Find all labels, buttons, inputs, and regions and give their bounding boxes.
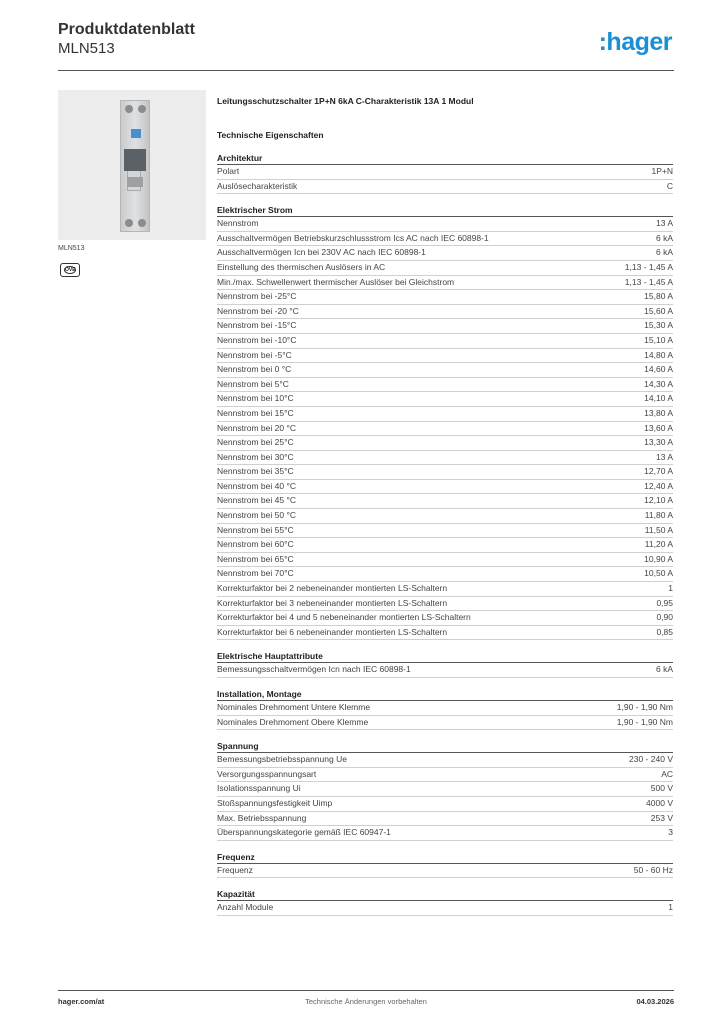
spec-label: Nominales Drehmoment Untere Klemme [217, 702, 371, 712]
spec-value: 10,90 A [644, 553, 673, 564]
spec-value: 13,30 A [644, 437, 673, 448]
spec-row [217, 180, 673, 195]
spec-row [217, 663, 673, 678]
spec-row [217, 626, 673, 641]
image-caption: MLN513 [58, 245, 85, 252]
section-title: Frequenz [217, 851, 673, 864]
section-title: Architektur [217, 152, 673, 165]
tech-heading: Technische Eigenschaften [217, 130, 324, 140]
spec-label: Einstellung des thermischen Auslösers in AC [217, 261, 386, 272]
spec-row [217, 422, 673, 437]
spec-row [217, 553, 673, 568]
product-code: MLN513 [58, 40, 115, 57]
spec-label: Isolationsspannung Ui [217, 783, 301, 794]
spec-value: 14,10 A [644, 393, 673, 404]
spec-row [217, 509, 673, 524]
spec-label: Frequenz [217, 864, 253, 875]
spec-value: 15,60 A [644, 305, 673, 316]
footer-website-link[interactable]: hager.com/at [58, 997, 105, 1006]
spec-value: 13,60 A [644, 422, 673, 433]
spec-row [217, 782, 673, 797]
spec-label: Nennstrom bei 30°C [217, 451, 294, 462]
spec-row [217, 716, 673, 731]
spec-value: 11,80 A [644, 510, 673, 521]
spec-label: Korrekturfaktor bei 4 und 5 nebeneinander montierten LS-Schaltern [217, 612, 471, 623]
spec-value: 13 A [655, 451, 673, 462]
spec-label: Nennstrom [217, 218, 259, 229]
section-title: Kapazität [217, 888, 673, 901]
spec-row [217, 349, 673, 364]
spec-label: Nennstrom bei -20 °C [217, 305, 299, 316]
spec-row [217, 864, 673, 879]
spec-row [217, 812, 673, 827]
spec-value: 1,90 - 1,90 Nm [616, 716, 673, 727]
spec-value: 4000 V [646, 797, 673, 808]
breaker-illustration [120, 100, 150, 232]
spec-row [217, 246, 673, 261]
spec-value: 14,80 A [644, 349, 673, 360]
spec-row [217, 901, 673, 916]
spec-section [217, 152, 673, 194]
spec-value: 0,85 [656, 626, 673, 637]
spec-label: Nennstrom bei 40 °C [217, 480, 296, 491]
spec-row [217, 582, 673, 597]
spec-sections [217, 152, 673, 916]
spec-row [217, 567, 673, 582]
spec-label: Versorgungsspannungsart [217, 768, 317, 779]
spec-row [217, 701, 673, 716]
spec-label: Polart [217, 166, 240, 176]
header-divider [58, 70, 674, 71]
spec-row [217, 232, 673, 247]
spec-label: Nennstrom bei 0 °C [217, 364, 292, 375]
spec-label: Nennstrom bei 45 °C [217, 495, 296, 506]
spec-section [217, 650, 673, 678]
spec-row [217, 826, 673, 841]
spec-label: Korrekturfaktor bei 2 nebeneinander montierten LS-Schaltern [217, 583, 448, 594]
spec-label: Nennstrom bei 15°C [217, 407, 294, 418]
spec-value: 13,80 A [644, 407, 673, 418]
spec-row [217, 451, 673, 466]
spec-row [217, 480, 673, 495]
status-window-icon [127, 177, 143, 187]
spec-label: Max. Betriebsspannung [217, 812, 307, 823]
spec-label: Min./max. Schwellenwert thermischer Auslöser bei Gleichstrom [217, 276, 455, 287]
spec-row [217, 363, 673, 378]
spec-value: 1,13 - 1,45 A [624, 261, 673, 272]
spec-value: C [666, 180, 673, 191]
spec-row [217, 165, 673, 180]
spec-value: 3 [668, 827, 673, 838]
spec-row [217, 465, 673, 480]
spec-value: 15,10 A [644, 334, 673, 345]
spec-label: Auslösecharakteristik [217, 180, 298, 191]
spec-value: 50 - 60 Hz [633, 864, 673, 875]
terminal-screw-icon [125, 219, 133, 227]
spec-label: Anzahl Module [217, 902, 274, 913]
spec-row [217, 217, 673, 232]
spec-row [217, 753, 673, 768]
spec-label: Nennstrom bei 60°C [217, 539, 294, 550]
spec-content [217, 96, 673, 916]
product-description: Leitungsschutzschalter 1P+N 6kA C-Charakteristik 13A 1 Modul [217, 96, 474, 106]
spec-value: 1P+N [651, 166, 673, 176]
hager-logo: :hager [598, 28, 672, 56]
page-title: Produktdatenblatt [58, 21, 195, 38]
spec-value: 1,90 - 1,90 Nm [616, 702, 673, 712]
spec-label: Korrekturfaktor bei 6 nebeneinander montierten LS-Schaltern [217, 626, 448, 637]
spec-section [217, 204, 673, 640]
spec-row [217, 334, 673, 349]
spec-value: 6 kA [655, 247, 673, 258]
spec-section [217, 740, 673, 841]
spec-label: Nennstrom bei -5°C [217, 349, 292, 360]
product-image [58, 90, 206, 240]
section-title: Elektrischer Strom [217, 204, 673, 217]
spec-row [217, 378, 673, 393]
spec-value: 1 [668, 902, 673, 913]
spec-row [217, 538, 673, 553]
footer-date: 04.03.2026 [636, 997, 674, 1006]
terminal-screw-icon [138, 105, 146, 113]
section-title: Spannung [217, 740, 673, 753]
spec-label: Überspannungskategorie gemäß IEC 60947-1 [217, 827, 391, 838]
spec-row [217, 436, 673, 451]
spec-row [217, 797, 673, 812]
terminal-screw-icon [138, 219, 146, 227]
spec-value: 6 kA [655, 664, 673, 675]
spec-row [217, 768, 673, 783]
spec-value: 14,30 A [644, 378, 673, 389]
section-title: Installation, Montage [217, 688, 673, 701]
spec-label: Nennstrom bei 20 °C [217, 422, 296, 433]
spec-section [217, 888, 673, 916]
spec-row [217, 494, 673, 509]
spec-row [217, 276, 673, 291]
spec-label: Nennstrom bei 55°C [217, 524, 294, 535]
label-icon [131, 129, 141, 138]
spec-label: Ausschaltvermögen Icn bei 230V AC nach IEC 60898-1 [217, 247, 426, 258]
footer-disclaimer: Technische Änderungen vorbehalten [305, 997, 427, 1006]
spec-value: 253 V [650, 812, 673, 823]
spec-label: Korrekturfaktor bei 3 nebeneinander montierten LS-Schaltern [217, 597, 448, 608]
toggle-lever-icon [124, 149, 146, 171]
terminal-screw-icon [125, 105, 133, 113]
spec-label: Bemessungsschaltvermögen Icn nach IEC 60898-1 [217, 664, 411, 675]
spec-value: 13 A [655, 218, 673, 229]
spec-label: Nennstrom bei 50 °C [217, 510, 296, 521]
spec-label: Nennstrom bei 35°C [217, 466, 294, 477]
spec-label: Ausschaltvermögen Betriebskurzschlussstrom Ics AC nach IEC 60898-1 [217, 232, 489, 243]
spec-row [217, 597, 673, 612]
spec-label: Nennstrom bei 25°C [217, 437, 294, 448]
spec-row [217, 392, 673, 407]
spec-label: Nennstrom bei 65°C [217, 553, 294, 564]
spec-value: 10,50 A [644, 568, 673, 579]
spec-value: 1,13 - 1,45 A [624, 276, 673, 287]
footer-divider [58, 990, 674, 991]
page-header [58, 20, 674, 68]
spec-value: AC [661, 768, 673, 779]
ove-certification-icon: ÖVE [60, 263, 80, 277]
spec-value: 500 V [650, 783, 673, 794]
spec-value: 14,60 A [644, 364, 673, 375]
spec-label: Nennstrom bei 70°C [217, 568, 294, 579]
spec-label: Nennstrom bei -25°C [217, 291, 297, 302]
spec-label: Nominales Drehmoment Obere Klemme [217, 716, 369, 727]
spec-row [217, 524, 673, 539]
spec-section [217, 851, 673, 879]
spec-row [217, 319, 673, 334]
spec-value: 11,20 A [644, 539, 673, 550]
spec-row [217, 290, 673, 305]
spec-label: Nennstrom bei -10°C [217, 334, 297, 345]
spec-value: 11,50 A [644, 524, 673, 535]
spec-value: 15,80 A [644, 291, 673, 302]
spec-label: Nennstrom bei 5°C [217, 378, 289, 389]
spec-row [217, 407, 673, 422]
spec-label: Stoßspannungsfestigkeit Uimp [217, 797, 333, 808]
spec-row [217, 305, 673, 320]
page-footer [58, 997, 674, 1009]
spec-value: 12,10 A [644, 495, 673, 506]
spec-label: Nennstrom bei -15°C [217, 320, 297, 331]
spec-value: 1 [668, 583, 673, 594]
spec-value: 0,90 [656, 612, 673, 623]
spec-value: 12,40 A [644, 480, 673, 491]
spec-row [217, 611, 673, 626]
spec-value: 6 kA [655, 232, 673, 243]
spec-value: 12,70 A [644, 466, 673, 477]
spec-value: 0,95 [656, 597, 673, 608]
spec-value: 230 - 240 V [629, 754, 673, 765]
spec-section [217, 688, 673, 730]
spec-label: Bemessungsbetriebsspannung Ue [217, 754, 347, 765]
spec-value: 15,30 A [644, 320, 673, 331]
section-title: Elektrische Hauptattribute [217, 650, 673, 663]
spec-row [217, 261, 673, 276]
spec-label: Nennstrom bei 10°C [217, 393, 294, 404]
